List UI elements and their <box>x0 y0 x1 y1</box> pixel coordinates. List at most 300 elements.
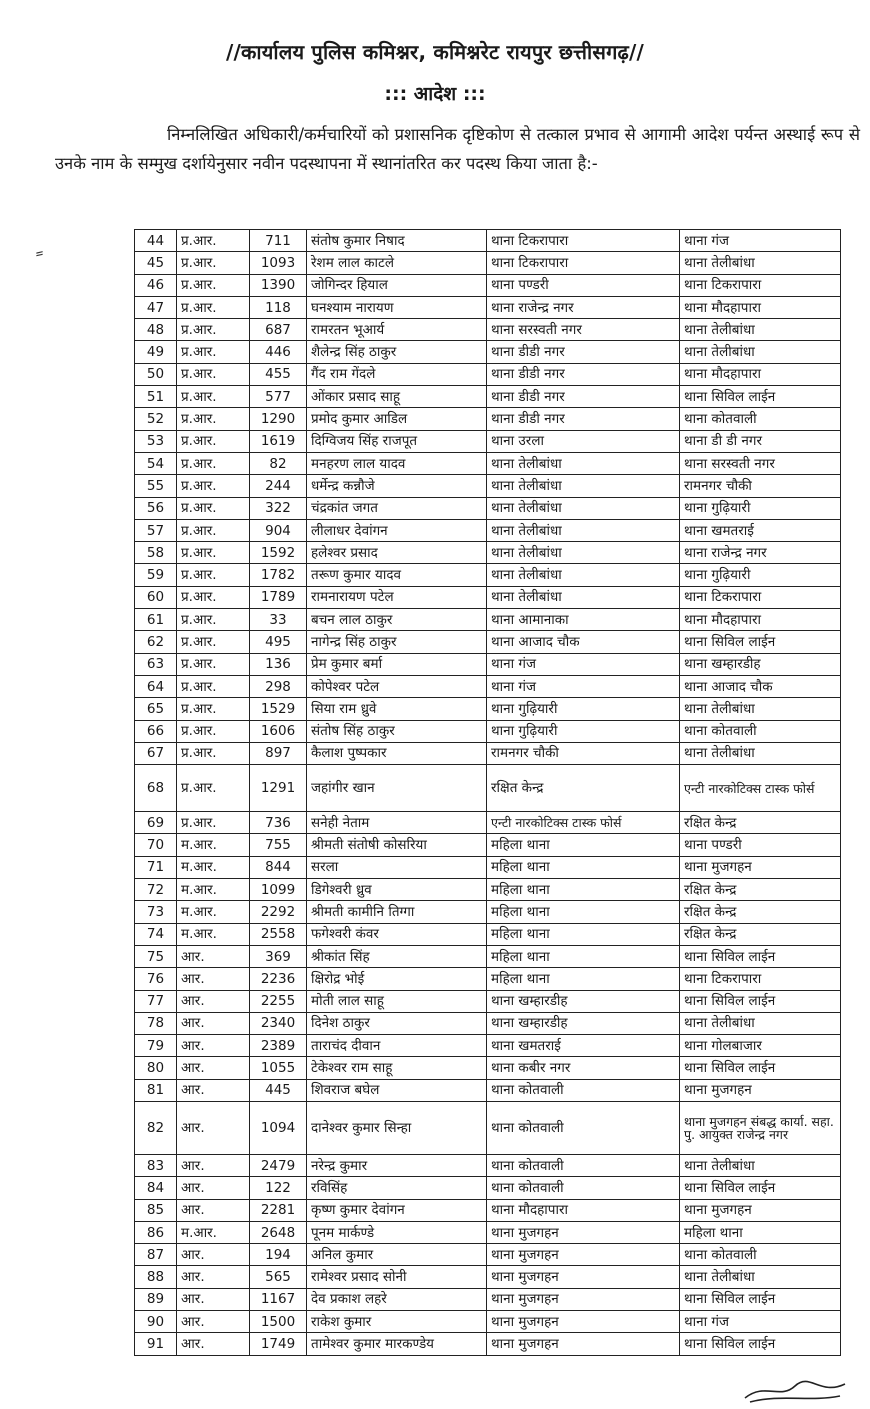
employee-name-cell: मोती लाल साहू <box>307 990 487 1012</box>
transfer-table-body <box>135 230 841 1356</box>
employee-name-cell: ओंकार प्रसाद साहू <box>307 386 487 408</box>
rank-cell: प्र.आर. <box>177 386 250 408</box>
serial-number-cell: 91 <box>135 1333 177 1355</box>
current-posting-cell: महिला थाना <box>487 879 680 901</box>
rank-cell: आर. <box>177 1154 250 1176</box>
rank-cell: प्र.आर. <box>177 230 250 252</box>
employee-name-cell: देव प्रकाश लहरे <box>307 1288 487 1310</box>
employee-name-cell: जोगिन्दर हियाल <box>307 274 487 296</box>
badge-number-cell: 2389 <box>250 1035 307 1057</box>
rank-cell: प्र.आर. <box>177 812 250 834</box>
rank-cell: म.आर. <box>177 834 250 856</box>
employee-name-cell: धर्मेन्द्र कन्नौजे <box>307 475 487 497</box>
employee-name-cell: श्रीकांत सिंह <box>307 945 487 967</box>
table-row <box>135 1012 841 1034</box>
serial-number-cell: 63 <box>135 653 177 675</box>
badge-number-cell: 2479 <box>250 1154 307 1176</box>
serial-number-cell: 86 <box>135 1221 177 1243</box>
new-posting-cell: रक्षित केन्द्र <box>680 923 841 945</box>
rank-cell: आर. <box>177 1012 250 1034</box>
current-posting-cell: एन्टी नारकोटिक्स टास्क फोर्स <box>487 812 680 834</box>
employee-name-cell: दिग्विजय सिंह राजपूत <box>307 430 487 452</box>
new-posting-cell: थाना गंज <box>680 230 841 252</box>
current-posting-cell: थाना कबीर नगर <box>487 1057 680 1079</box>
serial-number-cell: 77 <box>135 990 177 1012</box>
new-posting-cell: थाना तेलीबांधा <box>680 319 841 341</box>
badge-number-cell: 711 <box>250 230 307 252</box>
new-posting-cell: थाना सिविल लाईन <box>680 1288 841 1310</box>
new-posting-cell: थाना टिकरापारा <box>680 586 841 608</box>
current-posting-cell: थाना कोतवाली <box>487 1101 680 1154</box>
table-row <box>135 698 841 720</box>
serial-number-cell: 59 <box>135 564 177 586</box>
serial-number-cell: 88 <box>135 1266 177 1288</box>
serial-number-cell: 72 <box>135 879 177 901</box>
current-posting-cell: महिला थाना <box>487 923 680 945</box>
new-posting-cell: रामनगर चौकी <box>680 475 841 497</box>
new-posting-cell: थाना डी डी नगर <box>680 430 841 452</box>
rank-cell: प्र.आर. <box>177 765 250 812</box>
rank-cell: प्र.आर. <box>177 742 250 764</box>
badge-number-cell: 33 <box>250 609 307 631</box>
table-row <box>135 386 841 408</box>
rank-cell: प्र.आर. <box>177 564 250 586</box>
serial-number-cell: 69 <box>135 812 177 834</box>
badge-number-cell: 1619 <box>250 430 307 452</box>
table-row <box>135 720 841 742</box>
badge-number-cell: 904 <box>250 519 307 541</box>
current-posting-cell: रामनगर चौकी <box>487 742 680 764</box>
badge-number-cell: 495 <box>250 631 307 653</box>
badge-number-cell: 2236 <box>250 968 307 990</box>
table-row <box>135 990 841 1012</box>
new-posting-cell: थाना कोतवाली <box>680 720 841 742</box>
current-posting-cell: थाना मुजगहन <box>487 1266 680 1288</box>
badge-number-cell: 1290 <box>250 408 307 430</box>
new-posting-cell: थाना तेलीबांधा <box>680 341 841 363</box>
badge-number-cell: 194 <box>250 1244 307 1266</box>
current-posting-cell: थाना डीडी नगर <box>487 341 680 363</box>
current-posting-cell: थाना कोतवाली <box>487 1177 680 1199</box>
badge-number-cell: 244 <box>250 475 307 497</box>
new-posting-cell: रक्षित केन्द्र <box>680 812 841 834</box>
serial-number-cell: 90 <box>135 1311 177 1333</box>
new-posting-cell: थाना मौदहापारा <box>680 363 841 385</box>
new-posting-cell: थाना तेलीबांधा <box>680 1154 841 1176</box>
employee-name-cell: चंद्रकांत जगत <box>307 497 487 519</box>
employee-name-cell: बचन लाल ठाकुर <box>307 609 487 631</box>
badge-number-cell: 577 <box>250 386 307 408</box>
rank-cell: प्र.आर. <box>177 653 250 675</box>
employee-name-cell: कृष्ण कुमार देवांगन <box>307 1199 487 1221</box>
badge-number-cell: 1529 <box>250 698 307 720</box>
employee-name-cell: मनहरण लाल यादव <box>307 452 487 474</box>
rank-cell: म.आर. <box>177 856 250 878</box>
badge-number-cell: 369 <box>250 945 307 967</box>
serial-number-cell: 73 <box>135 901 177 923</box>
badge-number-cell: 1749 <box>250 1333 307 1355</box>
rank-cell: प्र.आर. <box>177 497 250 519</box>
current-posting-cell: थाना मौदहापारा <box>487 1199 680 1221</box>
table-row <box>135 901 841 923</box>
employee-name-cell: फगेश्वरी कंवर <box>307 923 487 945</box>
employee-name-cell: श्रीमती संतोषी कोसरिया <box>307 834 487 856</box>
current-posting-cell: थाना मुजगहन <box>487 1244 680 1266</box>
rank-cell: आर. <box>177 1199 250 1221</box>
employee-name-cell: शिवराज बघेल <box>307 1079 487 1101</box>
new-posting-cell: थाना तेलीबांधा <box>680 1266 841 1288</box>
table-row <box>135 968 841 990</box>
employee-name-cell: पूनम मार्कण्डे <box>307 1221 487 1243</box>
table-row <box>135 1154 841 1176</box>
serial-number-cell: 46 <box>135 274 177 296</box>
current-posting-cell: थाना तेलीबांधा <box>487 452 680 474</box>
current-posting-cell: थाना खमतराई <box>487 1035 680 1057</box>
serial-number-cell: 45 <box>135 252 177 274</box>
employee-name-cell: लीलाधर देवांगन <box>307 519 487 541</box>
rank-cell: आर. <box>177 990 250 1012</box>
employee-name-cell: दिनेश ठाकुर <box>307 1012 487 1034</box>
new-posting-cell: थाना गुढ़ियारी <box>680 564 841 586</box>
serial-number-cell: 82 <box>135 1101 177 1154</box>
new-posting-cell: थाना तेलीबांधा <box>680 252 841 274</box>
rank-cell: आर. <box>177 1288 250 1310</box>
rank-cell: आर. <box>177 1101 250 1154</box>
badge-number-cell: 1606 <box>250 720 307 742</box>
current-posting-cell: थाना खम्हारडीह <box>487 990 680 1012</box>
serial-number-cell: 78 <box>135 1012 177 1034</box>
table-row <box>135 1333 841 1355</box>
table-row <box>135 586 841 608</box>
rank-cell: म.आर. <box>177 879 250 901</box>
table-row <box>135 945 841 967</box>
rank-cell: प्र.आर. <box>177 252 250 274</box>
badge-number-cell: 1291 <box>250 765 307 812</box>
signature-scribble <box>740 1376 850 1404</box>
rank-cell: आर. <box>177 1035 250 1057</box>
employee-name-cell: अनिल कुमार <box>307 1244 487 1266</box>
employee-name-cell: प्रमोद कुमार आडिल <box>307 408 487 430</box>
current-posting-cell: थाना गंज <box>487 653 680 675</box>
employee-name-cell: तामेश्वर कुमार मारकण्डेय <box>307 1333 487 1355</box>
serial-number-cell: 76 <box>135 968 177 990</box>
table-row <box>135 742 841 764</box>
serial-number-cell: 47 <box>135 296 177 318</box>
rank-cell: प्र.आर. <box>177 631 250 653</box>
new-posting-cell: थाना तेलीबांधा <box>680 742 841 764</box>
serial-number-cell: 65 <box>135 698 177 720</box>
serial-number-cell: 50 <box>135 363 177 385</box>
new-posting-cell: थाना टिकरापारा <box>680 274 841 296</box>
table-row <box>135 1288 841 1310</box>
employee-name-cell: कोपेश्वर पटेल <box>307 675 487 697</box>
new-posting-cell: थाना राजेन्द्र नगर <box>680 542 841 564</box>
serial-number-cell: 79 <box>135 1035 177 1057</box>
rank-cell: प्र.आर. <box>177 698 250 720</box>
new-posting-cell: थाना आजाद चौक <box>680 675 841 697</box>
table-row <box>135 542 841 564</box>
serial-number-cell: 71 <box>135 856 177 878</box>
current-posting-cell: थाना डीडी नगर <box>487 408 680 430</box>
new-posting-cell: थाना खम्हारडीह <box>680 653 841 675</box>
table-row <box>135 1057 841 1079</box>
employee-name-cell: रामरतन भूआर्य <box>307 319 487 341</box>
serial-number-cell: 55 <box>135 475 177 497</box>
rank-cell: म.आर. <box>177 901 250 923</box>
badge-number-cell: 687 <box>250 319 307 341</box>
new-posting-cell: एन्टी नारकोटिक्स टास्क फोर्स <box>680 765 841 812</box>
serial-number-cell: 57 <box>135 519 177 541</box>
badge-number-cell: 736 <box>250 812 307 834</box>
badge-number-cell: 122 <box>250 1177 307 1199</box>
serial-number-cell: 64 <box>135 675 177 697</box>
current-posting-cell: थाना तेलीबांधा <box>487 475 680 497</box>
rank-cell: प्र.आर. <box>177 341 250 363</box>
current-posting-cell: थाना मुजगहन <box>487 1311 680 1333</box>
rank-cell: आर. <box>177 1177 250 1199</box>
current-posting-cell: थाना मुजगहन <box>487 1333 680 1355</box>
current-posting-cell: महिला थाना <box>487 856 680 878</box>
rank-cell: प्र.आर. <box>177 363 250 385</box>
current-posting-cell: थाना डीडी नगर <box>487 363 680 385</box>
new-posting-cell: थाना सिविल लाईन <box>680 1177 841 1199</box>
badge-number-cell: 1782 <box>250 564 307 586</box>
badge-number-cell: 298 <box>250 675 307 697</box>
badge-number-cell: 1390 <box>250 274 307 296</box>
table-row <box>135 765 841 812</box>
employee-name-cell: घनश्याम नारायण <box>307 296 487 318</box>
serial-number-cell: 67 <box>135 742 177 764</box>
rank-cell: आर. <box>177 1244 250 1266</box>
badge-number-cell: 565 <box>250 1266 307 1288</box>
employee-name-cell: प्रेम कुमार बर्मा <box>307 653 487 675</box>
badge-number-cell: 1094 <box>250 1101 307 1154</box>
new-posting-cell: थाना मुजगहन <box>680 1199 841 1221</box>
badge-number-cell: 446 <box>250 341 307 363</box>
serial-number-cell: 87 <box>135 1244 177 1266</box>
table-row <box>135 519 841 541</box>
rank-cell: आर. <box>177 968 250 990</box>
employee-name-cell: तरूण कुमार यादव <box>307 564 487 586</box>
new-posting-cell: थाना सिविल लाईन <box>680 1057 841 1079</box>
badge-number-cell: 897 <box>250 742 307 764</box>
rank-cell: आर. <box>177 1057 250 1079</box>
new-posting-cell: थाना मुजगहन संबद्ध कार्या. सहा. पु. आयुक्त राजेन्द्र नगर <box>680 1101 841 1154</box>
current-posting-cell: रक्षित केन्द्र <box>487 765 680 812</box>
table-row <box>135 1266 841 1288</box>
rank-cell: प्र.आर. <box>177 408 250 430</box>
table-row <box>135 408 841 430</box>
table-row <box>135 856 841 878</box>
badge-number-cell: 2340 <box>250 1012 307 1034</box>
current-posting-cell: थाना खम्हारडीह <box>487 1012 680 1034</box>
badge-number-cell: 445 <box>250 1079 307 1101</box>
badge-number-cell: 1167 <box>250 1288 307 1310</box>
rank-cell: प्र.आर. <box>177 319 250 341</box>
table-row <box>135 1199 841 1221</box>
table-row <box>135 1311 841 1333</box>
rank-cell: प्र.आर. <box>177 296 250 318</box>
serial-number-cell: 80 <box>135 1057 177 1079</box>
current-posting-cell: महिला थाना <box>487 834 680 856</box>
serial-number-cell: 89 <box>135 1288 177 1310</box>
serial-number-cell: 56 <box>135 497 177 519</box>
badge-number-cell: 1055 <box>250 1057 307 1079</box>
employee-name-cell: संतोष कुमार निषाद <box>307 230 487 252</box>
new-posting-cell: थाना गोलबाजार <box>680 1035 841 1057</box>
rank-cell: प्र.आर. <box>177 475 250 497</box>
serial-number-cell: 70 <box>135 834 177 856</box>
serial-number-cell: 83 <box>135 1154 177 1176</box>
badge-number-cell: 136 <box>250 653 307 675</box>
rank-cell: प्र.आर. <box>177 586 250 608</box>
new-posting-cell: थाना टिकरापारा <box>680 968 841 990</box>
employee-name-cell: नागेन्द्र सिंह ठाकुर <box>307 631 487 653</box>
table-row <box>135 252 841 274</box>
transfer-table <box>134 229 841 1356</box>
badge-number-cell: 1099 <box>250 879 307 901</box>
employee-name-cell: रेशम लाल काटले <box>307 252 487 274</box>
current-posting-cell: थाना उरला <box>487 430 680 452</box>
employee-name-cell: सनेही नेताम <box>307 812 487 834</box>
new-posting-cell: थाना गंज <box>680 1311 841 1333</box>
badge-number-cell: 1093 <box>250 252 307 274</box>
new-posting-cell: थाना सिविल लाईन <box>680 631 841 653</box>
table-row <box>135 1035 841 1057</box>
rank-cell: आर. <box>177 1311 250 1333</box>
badge-number-cell: 2648 <box>250 1221 307 1243</box>
new-posting-cell: थाना मुजगहन <box>680 1079 841 1101</box>
new-posting-cell: थाना सरस्वती नगर <box>680 452 841 474</box>
current-posting-cell: थाना टिकरापारा <box>487 230 680 252</box>
table-row <box>135 274 841 296</box>
new-posting-cell: थाना मौदहापारा <box>680 609 841 631</box>
table-row <box>135 834 841 856</box>
current-posting-cell: थाना तेलीबांधा <box>487 586 680 608</box>
table-row <box>135 430 841 452</box>
current-posting-cell: थाना टिकरापारा <box>487 252 680 274</box>
new-posting-cell: थाना सिविल लाईन <box>680 386 841 408</box>
serial-number-cell: 51 <box>135 386 177 408</box>
badge-number-cell: 455 <box>250 363 307 385</box>
table-row <box>135 452 841 474</box>
table-row <box>135 1177 841 1199</box>
rank-cell: आर. <box>177 1266 250 1288</box>
employee-name-cell: दानेश्वर कुमार सिन्हा <box>307 1101 487 1154</box>
employee-name-cell: टेकेश्वर राम साहू <box>307 1057 487 1079</box>
table-row <box>135 1244 841 1266</box>
current-posting-cell: थाना आजाद चौक <box>487 631 680 653</box>
rank-cell: प्र.आर. <box>177 452 250 474</box>
serial-number-cell: 68 <box>135 765 177 812</box>
current-posting-cell: थाना तेलीबांधा <box>487 519 680 541</box>
rank-cell: आर. <box>177 945 250 967</box>
table-row <box>135 319 841 341</box>
serial-number-cell: 61 <box>135 609 177 631</box>
table-row <box>135 564 841 586</box>
rank-cell: प्र.आर. <box>177 430 250 452</box>
new-posting-cell: थाना तेलीबांधा <box>680 698 841 720</box>
new-posting-cell: थाना सिविल लाईन <box>680 990 841 1012</box>
serial-number-cell: 66 <box>135 720 177 742</box>
table-row <box>135 1101 841 1154</box>
current-posting-cell: थाना गुढ़ियारी <box>487 698 680 720</box>
employee-name-cell: गैंद राम गेंदले <box>307 363 487 385</box>
badge-number-cell: 1789 <box>250 586 307 608</box>
serial-number-cell: 74 <box>135 923 177 945</box>
employee-name-cell: डिगेश्वरी ध्रुव <box>307 879 487 901</box>
new-posting-cell: थाना मौदहापारा <box>680 296 841 318</box>
new-posting-cell: थाना कोतवाली <box>680 1244 841 1266</box>
current-posting-cell: थाना मुजगहन <box>487 1221 680 1243</box>
serial-number-cell: 54 <box>135 452 177 474</box>
badge-number-cell: 2558 <box>250 923 307 945</box>
employee-name-cell: सिया राम ध्रुवे <box>307 698 487 720</box>
employee-name-cell: हलेश्वर प्रसाद <box>307 542 487 564</box>
table-row <box>135 341 841 363</box>
serial-number-cell: 52 <box>135 408 177 430</box>
rank-cell: प्र.आर. <box>177 720 250 742</box>
employee-name-cell: रामेश्वर प्रसाद सोनी <box>307 1266 487 1288</box>
new-posting-cell: थाना सिविल लाईन <box>680 1333 841 1355</box>
table-row <box>135 675 841 697</box>
new-posting-cell: थाना तेलीबांधा <box>680 1012 841 1034</box>
new-posting-cell: थाना खमतराई <box>680 519 841 541</box>
table-row <box>135 923 841 945</box>
employee-name-cell: नरेन्द्र कुमार <box>307 1154 487 1176</box>
employee-name-cell: रविसिंह <box>307 1177 487 1199</box>
table-row <box>135 497 841 519</box>
office-heading: //कार्यालय पुलिस कमिश्नर, कमिश्नरेट रायपुर छत्तीसगढ़// <box>225 40 644 64</box>
serial-number-cell: 44 <box>135 230 177 252</box>
new-posting-cell: थाना सिविल लाईन <box>680 945 841 967</box>
serial-number-cell: 81 <box>135 1079 177 1101</box>
serial-number-cell: 58 <box>135 542 177 564</box>
employee-name-cell: सरला <box>307 856 487 878</box>
table-row <box>135 296 841 318</box>
serial-number-cell: 62 <box>135 631 177 653</box>
order-intro-paragraph: निम्नलिखित अधिकारी/कर्मचारियों को प्रशासनिक दृष्टिकोण से तत्काल प्रभाव से आगामी आदेश पर्यन्त अस्थाई रूप से उनके नाम के सम्मुख दर्शायेनुसार नवीन पदस्थापना में स्थानांतरित कर पदस्थ किया जाता है:- <box>55 125 860 173</box>
serial-number-cell: 84 <box>135 1177 177 1199</box>
table-row <box>135 812 841 834</box>
current-posting-cell: थाना गंज <box>487 675 680 697</box>
rank-cell: आर. <box>177 1079 250 1101</box>
serial-number-cell: 85 <box>135 1199 177 1221</box>
badge-number-cell: 82 <box>250 452 307 474</box>
rank-cell: प्र.आर. <box>177 519 250 541</box>
table-row <box>135 631 841 653</box>
employee-name-cell: क्षिरोद्र भोई <box>307 968 487 990</box>
employee-name-cell: शैलेन्द्र सिंह ठाकुर <box>307 341 487 363</box>
table-row <box>135 1221 841 1243</box>
table-row <box>135 475 841 497</box>
current-posting-cell: महिला थाना <box>487 901 680 923</box>
table-row <box>135 609 841 631</box>
serial-number-cell: 75 <box>135 945 177 967</box>
current-posting-cell: थाना पण्डरी <box>487 274 680 296</box>
order-title: ::: आदेश ::: <box>384 83 486 105</box>
rank-cell: प्र.आर. <box>177 609 250 631</box>
rank-cell: म.आर. <box>177 1221 250 1243</box>
badge-number-cell: 844 <box>250 856 307 878</box>
current-posting-cell: थाना तेलीबांधा <box>487 497 680 519</box>
table-row <box>135 879 841 901</box>
new-posting-cell: थाना गुढ़ियारी <box>680 497 841 519</box>
employee-name-cell: रामनारायण पटेल <box>307 586 487 608</box>
badge-number-cell: 1500 <box>250 1311 307 1333</box>
badge-number-cell: 322 <box>250 497 307 519</box>
serial-number-cell: 48 <box>135 319 177 341</box>
